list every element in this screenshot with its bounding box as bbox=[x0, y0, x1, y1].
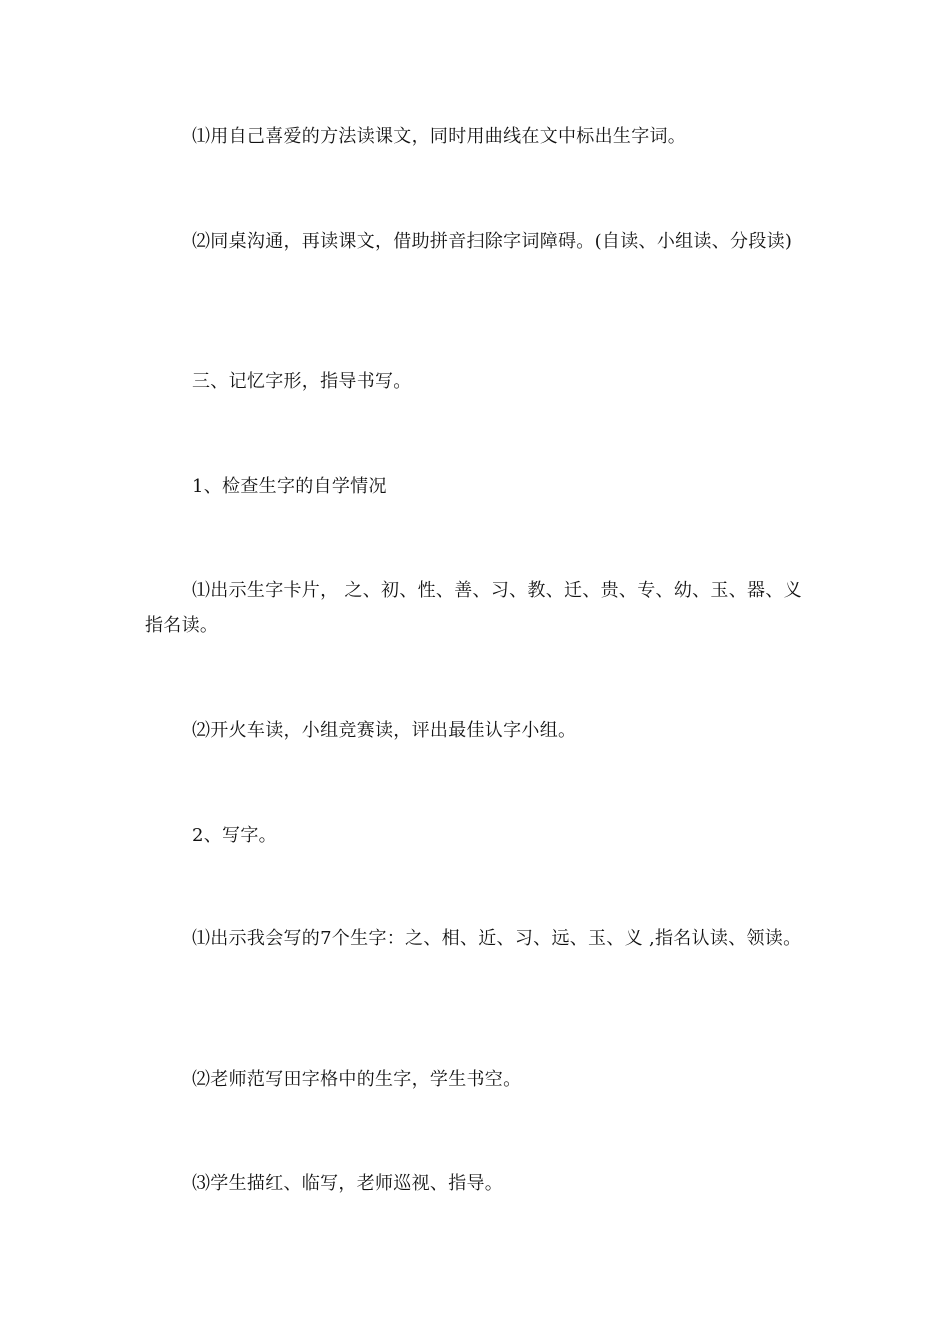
paragraph-train-reading: ⑵开火车读，小组竞赛读，评出最佳认字小组。 bbox=[192, 720, 577, 741]
paragraph-teacher-demo: ⑵老师范写田字格中的生字，学生书空。 bbox=[192, 1069, 522, 1090]
paragraph-read-method: ⑴用自己喜爱的方法读课文，同时用曲线在文中标出生字词。 bbox=[192, 126, 687, 147]
paragraph-desk-mate-reading: ⑵同桌沟通，再读课文，借助拼音扫除字词障碍。(自读、小组读、分段读) bbox=[192, 231, 793, 252]
paragraph-character-cards: ⑴出示生字卡片， 之、初、性、善、习、教、迁、贵、专、幼、玉、器、义 指名读。 bbox=[145, 580, 802, 636]
subheading-writing: 2、写字。 bbox=[192, 825, 277, 846]
subheading-check-self-study: 1、检查生字的自学情况 bbox=[192, 476, 387, 497]
section-heading-memorize-characters: 三、记忆字形，指导书写。 bbox=[192, 371, 412, 392]
paragraph-seven-characters: ⑴出示我会写的7个生字：之、相、近、习、远、玉、义 ,指名认读、领读。 bbox=[192, 928, 802, 949]
paragraph-student-practice: ⑶学生描红、临写，老师巡视、指导。 bbox=[192, 1173, 504, 1194]
